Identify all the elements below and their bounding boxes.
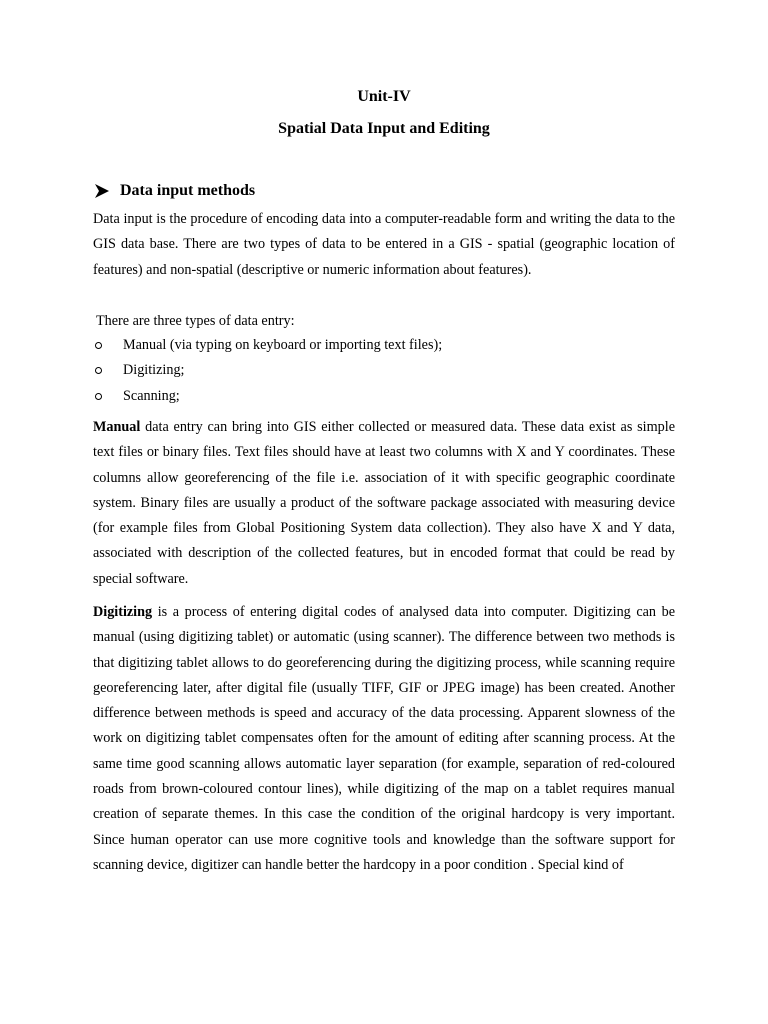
list-item-label: Manual (via typing on keyboard or importing text files); — [123, 337, 443, 353]
digitizing-text: is a process of entering digital codes of analysed data into computer. Digitizing can be manual (using digitizing tablet) or automatic (using scanner). The difference between two methods is that digitizing tablet allows to do georeferencing during the digitizing process, while scanning require georeferencing later, after digital file (usually TIFF, GIF or JPEG image) has been created. Another difference between methods is speed and accuracy of the data processing. Apparent slowness of the work on digitizing tablet compensates often for the amount of editing after scanning process. At the same time good scanning allows automatic layer separation (for example, separation of red-coloured roads from brown-coloured contour lines), while digitizing of the map on a tablet requires manual creation of separate themes. In this case the condition of the original hardcopy is very important. Since human operator can use more cognitive tools and knowledge than the software support for scanning device, digitizer can handle better the hardcopy in a poor condition . Special kind of — [93, 604, 675, 873]
list-item — [93, 384, 675, 409]
entry-types-intro: There are three types of data entry: — [96, 313, 295, 329]
circle-bullet-icon — [95, 367, 102, 374]
circle-bullet-icon — [95, 393, 102, 400]
digitizing-term: Digitizing — [93, 604, 153, 620]
unit-title: Unit-IV — [357, 88, 411, 105]
manual-term: Manual — [93, 419, 141, 435]
digitizing-paragraph — [93, 600, 675, 878]
document-title: Spatial Data Input and Editing — [278, 120, 490, 137]
circle-bullet-icon — [95, 342, 102, 349]
section-heading — [94, 179, 255, 203]
list-item-label: Digitizing; — [123, 362, 185, 379]
intro-text: Data input is the procedure of encoding data into a computer-readable form and writing the data to the GIS data base. There are two types of data to be entered in a GIS - spatial (geographic location of features) and non-spatial (descriptive or numeric information about features). — [93, 211, 675, 278]
list-item — [93, 333, 675, 358]
intro-paragraph — [93, 207, 675, 283]
entry-types-list — [93, 333, 675, 409]
manual-paragraph — [93, 415, 675, 592]
section-heading-label: Data input methods — [120, 182, 256, 199]
list-item-label: Scanning; — [123, 387, 180, 404]
manual-text: data entry can bring into GIS either collected or measured data. These data exist as simple text files or binary files. Text files should have at least two columns with X and Y coordinates. These columns allow georeferencing of the file i.e. association of it with specific geographic coordinate system. Binary files are usually a product of the software package associated with measuring device (for example files from Global Positioning System data collection). They also have X and Y data, associated with description of the collected features, but in encoded format that could be read by special software. — [93, 419, 675, 587]
arrow-bullet-icon — [94, 183, 110, 199]
list-item — [93, 358, 675, 383]
